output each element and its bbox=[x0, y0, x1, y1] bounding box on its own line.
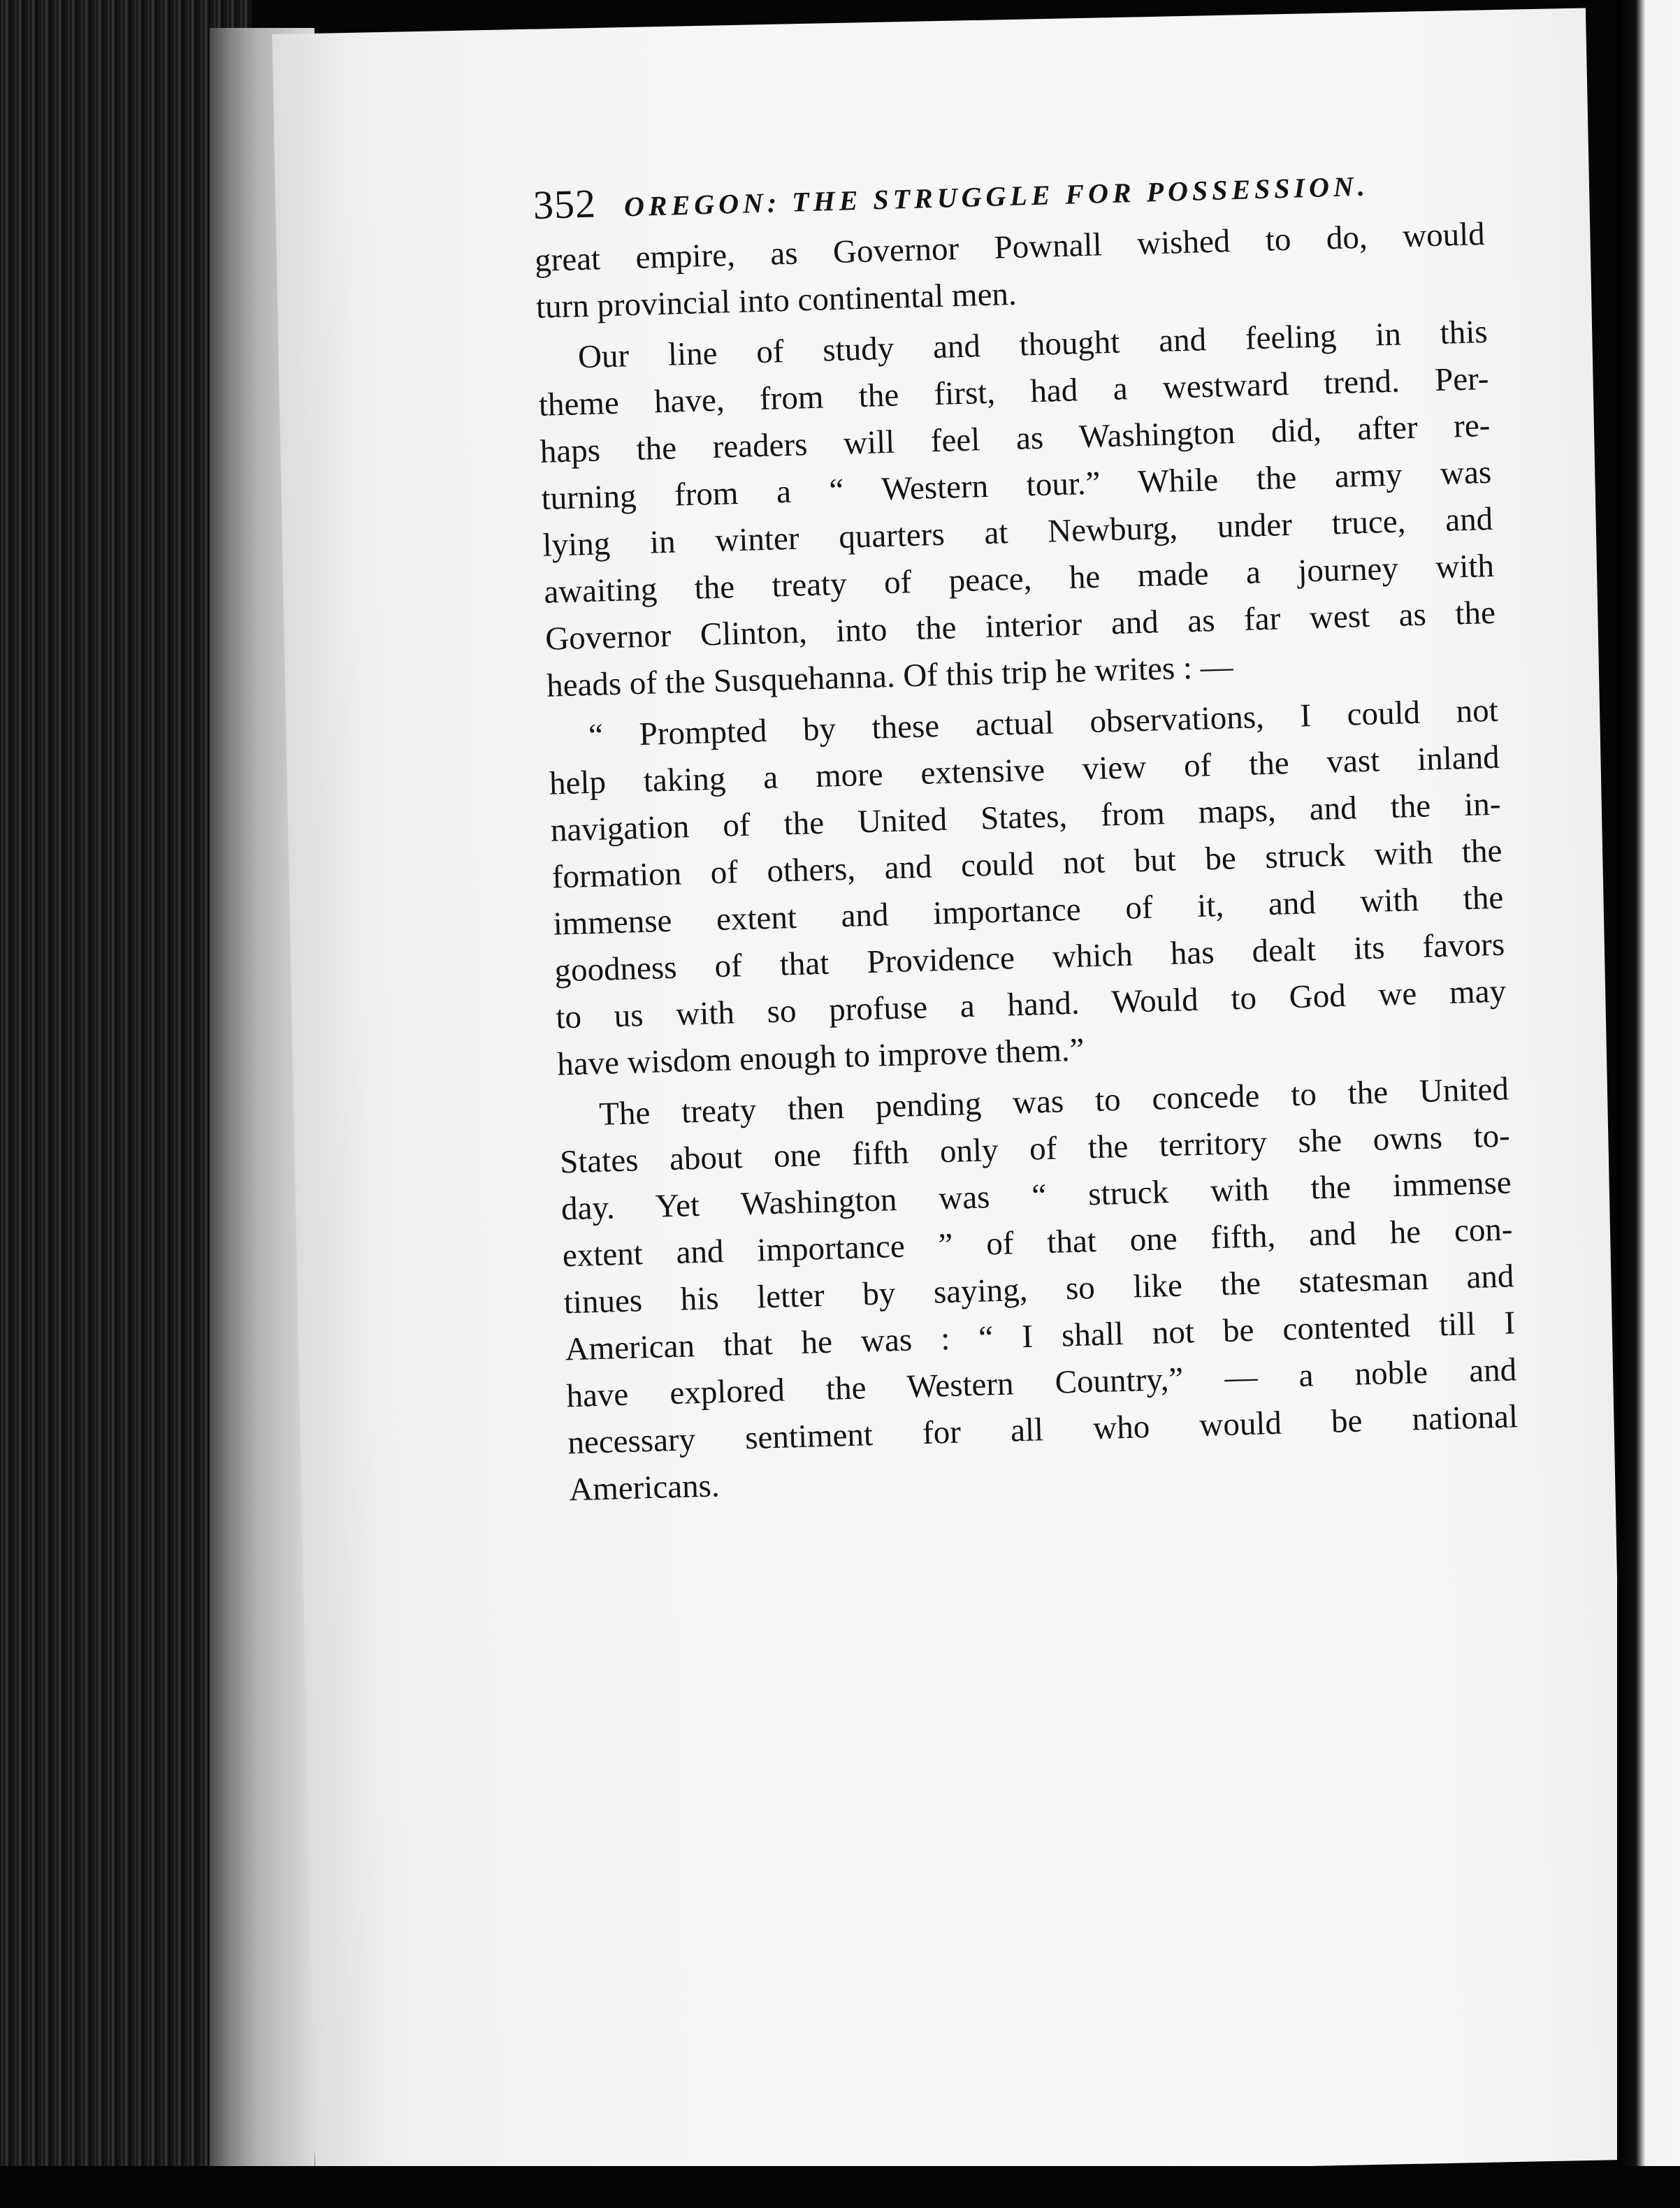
text-line: have explored the Western Country,” — a noble and bbox=[565, 1351, 1517, 1415]
text-line: lying in winter quarters at Newburg, under truce, and bbox=[542, 500, 1493, 564]
text-line: The treaty then pending was to concede to the United bbox=[598, 1070, 1509, 1133]
text-line: to us with so profuse a hand. Would to God we may bbox=[555, 973, 1507, 1036]
text-line: have wisdom enough to improve them.” bbox=[556, 1031, 1085, 1083]
text-line: help taking a more extensive view of the vast inland bbox=[549, 739, 1500, 802]
body-text bbox=[534, 211, 1519, 1513]
text-line: heads of the Susquehanna. Of this trip he writes : — bbox=[546, 648, 1234, 704]
text-line: Americans. bbox=[568, 1467, 720, 1509]
page-text-block bbox=[533, 155, 1520, 1513]
text-line: theme have, from the first, had a westward trend. Per- bbox=[538, 360, 1490, 423]
paragraph bbox=[537, 309, 1497, 710]
paragraph bbox=[558, 1066, 1519, 1514]
text-line: turn provincial into continental men. bbox=[535, 275, 1018, 326]
text-line: formation of others, and could not but be struck with the bbox=[551, 832, 1503, 896]
paragraph bbox=[547, 688, 1507, 1089]
text-line: awaiting the treaty of peace, he made a journey with bbox=[543, 547, 1495, 611]
scan-bottom-edge bbox=[0, 2166, 1680, 2208]
page-number: 352 bbox=[533, 180, 597, 228]
text-line: necessary sentiment for all who would be national bbox=[567, 1398, 1519, 1462]
text-line: great empire, as Governor Pownall wished to do, would bbox=[534, 215, 1486, 279]
running-title: OREGON: THE STRUGGLE FOR POSSESSION. bbox=[623, 170, 1370, 223]
text-line: turning from a “ Western tour.” While the army was bbox=[540, 453, 1492, 517]
text-line: haps the readers will feel as Washington did, after re- bbox=[540, 407, 1491, 470]
text-line: tinues his letter by saying, so like the statesman and bbox=[563, 1258, 1515, 1321]
text-line: extent and importance ” of that one fifth, and he con- bbox=[562, 1211, 1514, 1274]
text-line: immense extent and importance of it, and with the bbox=[552, 879, 1504, 943]
text-line: goodness of that Providence which has dealt its favors bbox=[553, 926, 1505, 989]
text-line: “ Prompted by these actual observations, I could not bbox=[588, 692, 1499, 755]
text-line: day. Yet Washington was “ struck with the immense bbox=[560, 1164, 1512, 1228]
text-line: Our line of study and thought and feeling in this bbox=[577, 313, 1489, 376]
text-line: American that he was : “ I shall not be contented till I bbox=[564, 1305, 1516, 1368]
facing-page-edge bbox=[1617, 0, 1680, 2208]
text-line: Governor Clinton, into the interior and as far west as the bbox=[544, 594, 1496, 658]
text-line: States about one fifth only of the territory she owns to- bbox=[559, 1117, 1511, 1181]
text-line: navigation of the United States, from maps, and the in- bbox=[550, 785, 1502, 849]
